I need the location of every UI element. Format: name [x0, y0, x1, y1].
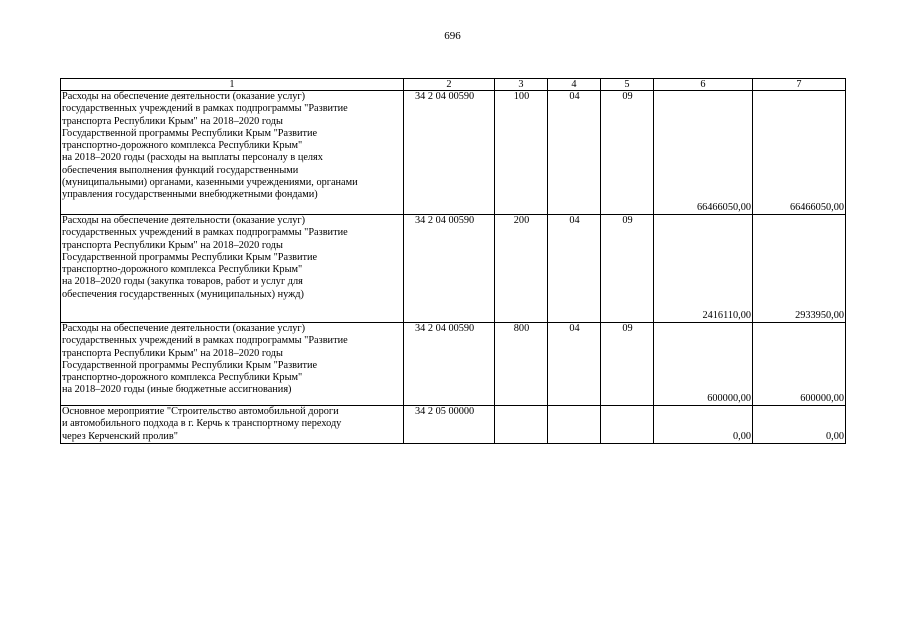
- row-subsection: 09: [601, 215, 654, 323]
- column-header-1: 1: [61, 79, 404, 91]
- row-target-code: 34 2 04 00590: [404, 323, 495, 406]
- table-row: [61, 406, 846, 444]
- row-amount-col6: 0,00: [654, 406, 753, 444]
- row-subsection: [601, 406, 654, 444]
- row-expense-type: [495, 406, 548, 444]
- row-description: Расходы на обеспечение деятельности (оказание услуг) государственных учреждений в рамках подпрограммы "Развитие транспорта Республики Крым" на 2018–2020 годы Государственной программы Республики Крым "Развитие транспортно-дорожного комплекса Республики Крым" на 2018–2020 годы (иные бюджетные ассигнования): [61, 323, 404, 406]
- row-amount-col6: 600000,00: [654, 323, 753, 406]
- row-expense-type: 800: [495, 323, 548, 406]
- table-row: [61, 323, 846, 406]
- row-amount-col6: 2416110,00: [654, 215, 753, 323]
- row-target-code: 34 2 05 00000: [404, 406, 495, 444]
- table-row: [61, 91, 846, 215]
- table-row: [61, 215, 846, 323]
- page-number: 696: [444, 30, 461, 42]
- row-expense-type: 100: [495, 91, 548, 215]
- row-section: 04: [548, 91, 601, 215]
- row-target-code: 34 2 04 00590: [404, 91, 495, 215]
- row-amount-col7: 0,00: [753, 406, 846, 444]
- table-header-row: [61, 79, 846, 91]
- row-section: 04: [548, 323, 601, 406]
- column-header-5: 5: [601, 79, 654, 91]
- row-description: Расходы на обеспечение деятельности (оказание услуг) государственных учреждений в рамках подпрограммы "Развитие транспорта Республики Крым" на 2018–2020 годы Государственной программы Республики Крым "Развитие транспортно-дорожного комплекса Республики Крым" на 2018–2020 годы (закупка товаров, работ и услуг для обеспечения государственных (муниципальных) нужд): [61, 215, 404, 323]
- row-expense-type: 200: [495, 215, 548, 323]
- row-target-code: 34 2 04 00590: [404, 215, 495, 323]
- column-header-6: 6: [654, 79, 753, 91]
- row-amount-col6: 66466050,00: [654, 91, 753, 215]
- row-amount-col7: 600000,00: [753, 323, 846, 406]
- row-description: Основное мероприятие "Строительство автомобильной дороги и автомобильного подхода в г. Керчь к транспортному переходу через Керченский пролив": [61, 406, 404, 444]
- row-amount-col7: 2933950,00: [753, 215, 846, 323]
- row-section: 04: [548, 215, 601, 323]
- row-section: [548, 406, 601, 444]
- column-header-3: 3: [495, 79, 548, 91]
- column-header-7: 7: [753, 79, 846, 91]
- column-header-4: 4: [548, 79, 601, 91]
- row-amount-col7: 66466050,00: [753, 91, 846, 215]
- budget-table: [60, 78, 846, 444]
- row-subsection: 09: [601, 323, 654, 406]
- column-header-2: 2: [404, 79, 495, 91]
- row-subsection: 09: [601, 91, 654, 215]
- row-description: Расходы на обеспечение деятельности (оказание услуг) государственных учреждений в рамках подпрограммы "Развитие транспорта Республики Крым" на 2018–2020 годы Государственной программы Республики Крым "Развитие транспортно-дорожного комплекса Республики Крым" на 2018–2020 годы (расходы на выплаты персоналу в целях обеспечения выполнения функций государственными (муниципальными) органами, казенными учреждениями, органами управления государственными внебюджетными фондами): [61, 91, 404, 215]
